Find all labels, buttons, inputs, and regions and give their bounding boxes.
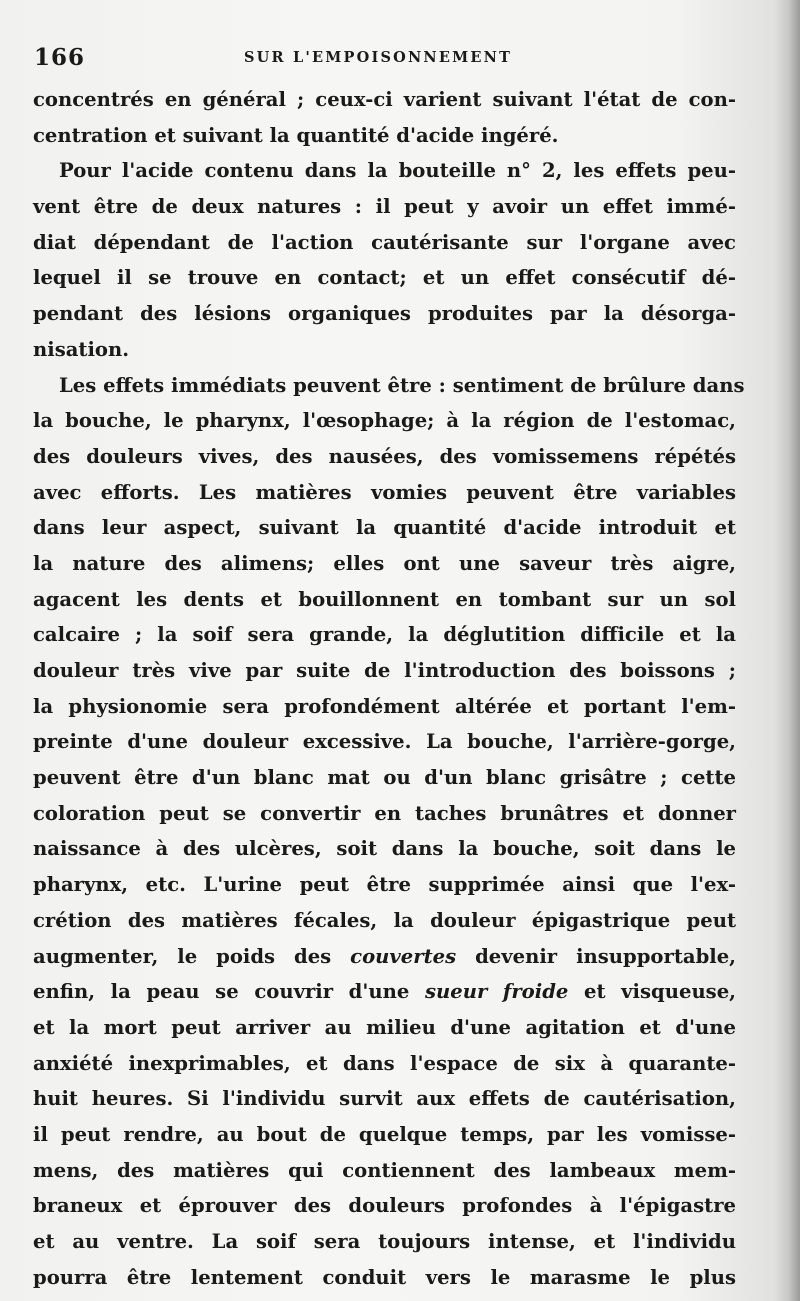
page-edge-shadow — [774, 0, 800, 1301]
text-line: naissance à des ulcères, soit dans la bouche, soit dans le — [33, 837, 736, 861]
italic-term: sueur froide — [424, 980, 569, 1004]
text-line: centration et suivant la quantité d'acide ingéré. — [33, 123, 559, 147]
text-line: il peut rendre, au bout de quelque temps, par les vomisse- — [33, 1122, 736, 1146]
text-segment: et visqueuse, — [568, 980, 737, 1004]
text-line-with-italic — [33, 939, 736, 975]
text-line: crétion des matières fécales, la douleur épigastrique peut — [33, 908, 736, 932]
text-line: vent être de deux natures : il peut y avoir un effet immé- — [33, 195, 736, 219]
text-line: et la mort peut arriver au milieu d'une agitation et d'une — [33, 1015, 736, 1039]
body-text — [33, 82, 745, 1295]
page-number: 166 — [34, 44, 86, 71]
text-line: Les effets immédiats peuvent être : sentiment de brûlure dans — [59, 373, 745, 397]
page-header — [34, 44, 734, 74]
text-line: nisation. — [33, 337, 130, 361]
text-line: la nature des alimens; elles ont une saveur très aigre, — [33, 551, 736, 575]
italic-term: couvertes — [350, 944, 457, 968]
text-line: anxiété inexprimables, et dans l'espace de six à quarante- — [33, 1051, 736, 1075]
text-line: calcaire ; la soif sera grande, la déglutition difficile et la — [33, 623, 736, 647]
text-segment: enfin, la peau se couvrir d'une — [33, 980, 425, 1004]
text-line: Pour l'acide contenu dans la bouteille n° 2, les effets peu- — [59, 159, 736, 183]
text-line: lequel il se trouve en contact; et un effet consécutif dé- — [33, 266, 736, 290]
text-line-with-italic — [33, 974, 736, 1010]
text-line: la bouche, le pharynx, l'œsophage; à la région de l'estomac, — [33, 409, 736, 433]
text-line: diat dépendant de l'action cautérisante sur l'organe avec — [33, 230, 736, 254]
text-line: agacent les dents et bouillonnent en tombant sur un sol — [33, 587, 736, 611]
text-line: et au ventre. La soif sera toujours intense, et l'individu — [33, 1230, 736, 1253]
text-line: huit heures. Si l'individu survit aux effets de cautérisation, — [33, 1087, 736, 1111]
text-line: preinte d'une douleur excessive. La bouche, l'arrière-gorge, — [33, 730, 736, 754]
text-line: mens, des matières qui contiennent des lambeaux mem- — [33, 1158, 736, 1182]
text-line: pendant des lésions organiques produites par la désorga- — [33, 302, 736, 326]
text-line: braneux et éprouver des douleurs profondes à l'épigastre — [33, 1194, 736, 1218]
text-line: avec efforts. Les matières vomies peuvent être variables — [33, 480, 736, 504]
text-line: concentrés en général ; ceux-ci varient suivant l'état de con- — [33, 88, 736, 111]
text-line: des douleurs vives, des nausées, des vomissemens répétés — [33, 444, 736, 468]
text-segment: augmenter, le poids des — [33, 944, 351, 968]
text-line: pourra être lentement conduit vers le marasme le plus — [33, 1265, 736, 1289]
text-line: la physionomie sera profondément altérée et portant l'em- — [33, 694, 736, 718]
text-line: dans leur aspect, suivant la quantité d'acide introduit et — [33, 516, 736, 540]
text-line: pharynx, etc. L'urine peut être supprimée ainsi que l'ex- — [33, 873, 736, 897]
text-line: coloration peut se convertir en taches brunâtres et donner — [33, 801, 736, 825]
running-title: SUR L'EMPOISONNEMENT — [244, 49, 513, 66]
text-segment: devenir insupportable, — [456, 944, 736, 968]
text-line: douleur très vive par suite de l'introduction des boissons ; — [33, 659, 736, 682]
text-line: peuvent être d'un blanc mat ou d'un blanc grisâtre ; cette — [33, 766, 736, 790]
